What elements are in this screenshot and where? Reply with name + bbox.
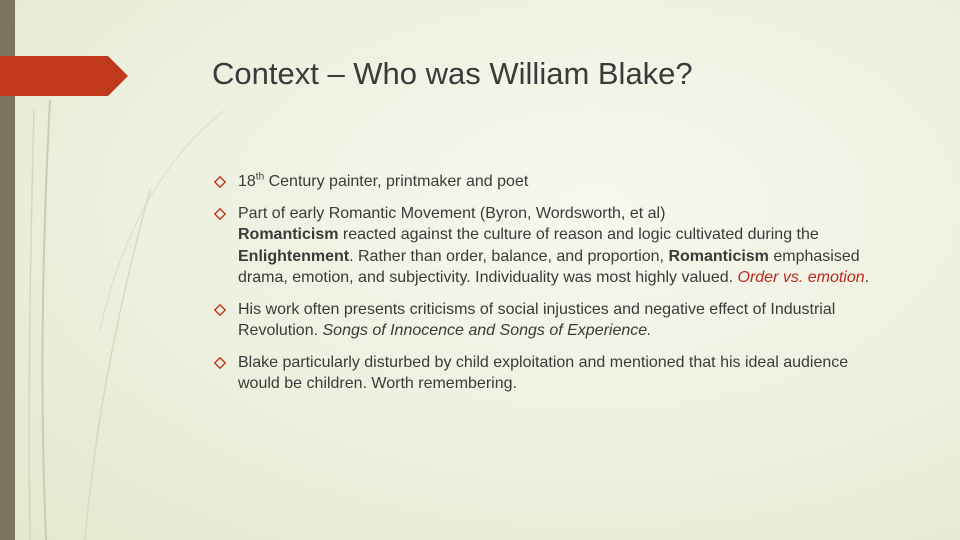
diamond-outline-icon [214,304,226,316]
bullet-text: . Rather than order, balance, and proportion, [349,247,669,265]
bullet-item [214,171,874,193]
bullet-item [214,299,874,342]
term-romanticism: Romanticism [668,247,769,265]
bullet-item [214,352,874,395]
bullet-list [214,171,874,405]
slide-title: Context – Who was William Blake? [212,56,693,91]
diamond-outline-icon [214,176,226,188]
bullet-text: Century painter, printmaker and poet [264,173,529,190]
diamond-outline-icon [214,357,226,369]
term-romanticism: Romanticism [238,226,339,243]
songs-title: Songs of Innocence and Songs of Experience. [322,322,652,339]
bullet-text: Part of early Romantic Movement (Byron, Wordsworth, et al) [238,204,666,222]
ordinal-suffix: th [255,171,265,183]
term-enlightenment: Enlightenment [238,247,350,265]
bullet-text: emphasised drama, emotion, and subjectivity. Individuality was most highly valued. [238,247,860,286]
highlight-order-vs-emotion: Order vs. emotion [737,269,865,286]
bullet-text: His work often presents criticisms of social injustices and negative effect of Industrial Revolution. [238,300,836,339]
bullet-text: reacted against the culture of reason and logic cultivated during the [338,226,819,243]
diamond-outline-icon [214,208,226,220]
bullet-item [214,203,874,289]
bullet-text: . [864,269,870,286]
bullet-text: Blake particularly disturbed by child exploitation and mentioned that his ideal audience would be children. Worth remembering. [238,353,849,392]
title-accent-tab [0,56,128,96]
bullet-text: 18 [238,173,256,190]
